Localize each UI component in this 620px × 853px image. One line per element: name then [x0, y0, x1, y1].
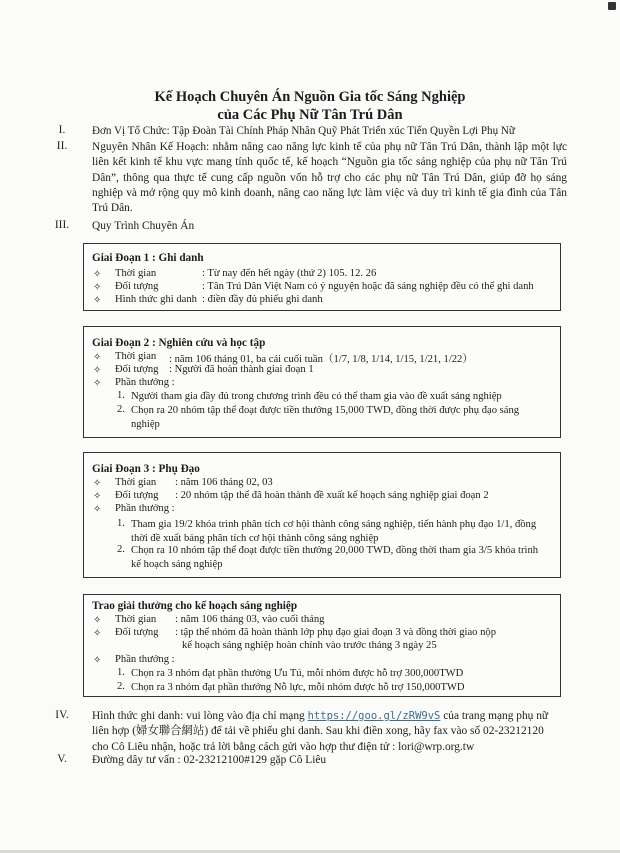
bullet-icon: ✧ — [93, 504, 102, 515]
stage2-prize-1: Người tham gia đầy đủ trong chương trình đều có thể tham gia vào đề xuất sáng nghiệp — [131, 391, 502, 402]
bullet-icon: ✧ — [93, 269, 102, 280]
bullet-icon: ✧ — [93, 295, 102, 306]
section-registration — [92, 709, 562, 755]
section-number: I. — [58, 124, 66, 136]
prize-number: 1. — [117, 390, 125, 401]
stage4-box — [83, 594, 561, 697]
stage4-heading: Trao giải thưởng cho kế hoạch sáng nghiệp — [92, 600, 298, 612]
stage1-method-value: : điền đầy đủ phiếu ghi danh — [202, 294, 323, 305]
bullet-icon: ✧ — [93, 282, 102, 293]
stage3-box — [83, 452, 561, 578]
stage1-heading: Giai Đoạn 1 : Ghi danh — [92, 252, 204, 264]
stage2-time-value: : năm 106 tháng 01, ba cái cuối tuần（1/7, 1/8, 1/14, 1/15, 1/21, 1/22） — [169, 354, 473, 365]
stage2-target-label: Đối tượng — [115, 364, 159, 375]
stage2-heading: Giai Đoạn 2 : Nghiên cứu và học tập — [92, 337, 266, 349]
stage1-box — [83, 243, 561, 311]
scan-corner-mark — [608, 2, 616, 10]
bullet-icon: ✧ — [93, 378, 102, 389]
stage4-time-value: : năm 106 tháng 03, vào cuối tháng — [175, 614, 325, 625]
stage2-target-value: : Người đã hoàn thành giai đoạn 1 — [169, 364, 314, 375]
section-number: V. — [57, 753, 67, 765]
document-subtitle: của Các Phụ Nữ Tân Trú Dân — [217, 107, 403, 123]
prize-number: 1. — [117, 667, 125, 678]
bullet-icon: ✧ — [93, 615, 102, 626]
section-hotline: Đường dây tư vấn : 02-23212100#129 gặp Cô Liêu — [92, 754, 327, 766]
section-number: II. — [56, 140, 68, 152]
stage2-time-label: Thời gian — [115, 351, 157, 362]
section-organizer: Đơn Vị Tổ Chức: Tập Đoàn Tài Chính Pháp Nhân Quỹ Phát Triển xúc Tiến Quyền Lợi Phụ Nữ — [92, 125, 515, 137]
stage4-time-label: Thời gian — [115, 614, 157, 625]
stage2-prize-label: Phần thưởng : — [115, 377, 175, 388]
stage3-target-value: : 20 nhóm tập thể đã hoàn thành đề xuất kế hoạch sáng nghiệp giai đoạn 2 — [175, 490, 489, 501]
stage1-time-value: : Từ nay đến hết ngày (thứ 2) 105. 12. 26 — [202, 268, 377, 279]
stage4-prize-1: Chọn ra 3 nhóm đạt phần thưởng Ưu Tú, mỗi nhóm được hỗ trợ 300,000TWD — [131, 668, 464, 679]
stage3-prize-1: Tham gia 19/2 khóa trình phân tích cơ hội thành công sáng nghiệp, tiến hành phụ đạo 1/1, đồng thời đề xuất bảng phân tích cơ hội thành công sáng nghiệp — [131, 519, 537, 544]
stage4-prize-2: Chọn ra 3 nhóm đạt phần thưởng Nỗ lực, mỗi nhóm được hỗ trợ 150,000TWD — [131, 682, 465, 693]
stage1-time-label: Thời gian — [115, 268, 157, 279]
stage4-target-value-cont: kế hoạch sáng nghiệp hoàn chỉnh vào trước tháng 3 ngày 25 — [182, 640, 437, 651]
bullet-icon: ✧ — [93, 352, 102, 363]
bullet-icon: ✧ — [93, 491, 102, 502]
stage4-target-label: Đối tượng — [115, 627, 159, 638]
bullet-icon: ✧ — [93, 655, 102, 666]
stage1-method-label: Hình thức ghi danh — [115, 294, 197, 305]
prize-number: 2. — [117, 681, 125, 692]
stage3-prize-label: Phần thưởng : — [115, 503, 175, 514]
registration-link[interactable]: https://goo.gl/zRW9vS — [307, 710, 441, 722]
registration-text-b: của trang mạng phụ nữ liên hợp (婦女聯合網站) để tải về phiếu ghi danh. Sau khi điền xong, hãy fax vào số 02-23212120 cho Cô Liêu nhận, hoặc trả lời bằng cách gửi vào hợp thư điện tử : lori@wrp.org.tw — [92, 710, 549, 753]
registration-text-a: Hình thức ghi danh: vui lòng vào địa chỉ mạng — [92, 710, 308, 722]
prize-number: 2. — [117, 544, 125, 555]
stage3-heading: Giai Đoạn 3 : Phụ Đạo — [92, 463, 200, 475]
stage4-target-value: : tập thể nhóm đã hoàn thành lớp phụ đạo giai đoạn 3 và đồng thời giao nộp — [175, 627, 497, 638]
prize-number: 2. — [117, 404, 125, 415]
stage3-target-label: Đối tượng — [115, 490, 159, 501]
section-number: IV. — [55, 709, 69, 721]
section-process: Quy Trình Chuyên Án — [92, 220, 195, 232]
section-reason: Nguyên Nhân Kế Hoạch: nhằm nâng cao năng lực kinh tế của phụ nữ Tân Trú Dân, thành lập một lực liên kết kinh tế khu vực mang tính quốc tế, kế hoạch “Nguồn gia tốc sáng nghiệp của phụ nữ Tân Trú Dân”, thông qua thực tế cung cấp nguồn vốn hỗ trợ cho các phụ nữ Tân Trú Dân, giúp đỡ họ sáng nghiệp và mở rộng quy mô kinh doanh, nâng cao năng lực làm việc và duy trì kinh tế gia đình của Tân Trú Dân. — [92, 141, 567, 215]
stage1-target-value: : Tân Trú Dân Việt Nam có ý nguyện hoặc đã sáng nghiệp đều có thể ghi danh — [202, 281, 534, 292]
stage2-box — [83, 326, 561, 438]
bullet-icon: ✧ — [93, 365, 102, 376]
prize-number: 1. — [117, 518, 125, 529]
stage3-time-label: Thời gian — [115, 477, 157, 488]
bullet-icon: ✧ — [93, 478, 102, 489]
document-title: Kế Hoạch Chuyên Án Nguồn Gia tốc Sáng Nghiệp — [154, 89, 466, 105]
bullet-icon: ✧ — [93, 628, 102, 639]
stage3-prize-2: Chọn ra 10 nhóm tập thể đoạt được tiền thưởng 20,000 TWD, đồng thời tham gia 3/5 khóa trình kế hoạch sáng nghiệp — [131, 545, 539, 570]
stage4-prize-label: Phần thưởng : — [115, 654, 175, 665]
stage1-target-label: Đối tượng — [115, 281, 159, 292]
section-number: III. — [54, 219, 70, 231]
stage2-prize-2: Chọn ra 20 nhóm tập thể đoạt được tiền thưởng 15,000 TWD, đồng thời được phụ đạo sáng nghiệp — [131, 405, 520, 430]
stage3-time-value: : năm 106 tháng 02, 03 — [175, 477, 273, 488]
